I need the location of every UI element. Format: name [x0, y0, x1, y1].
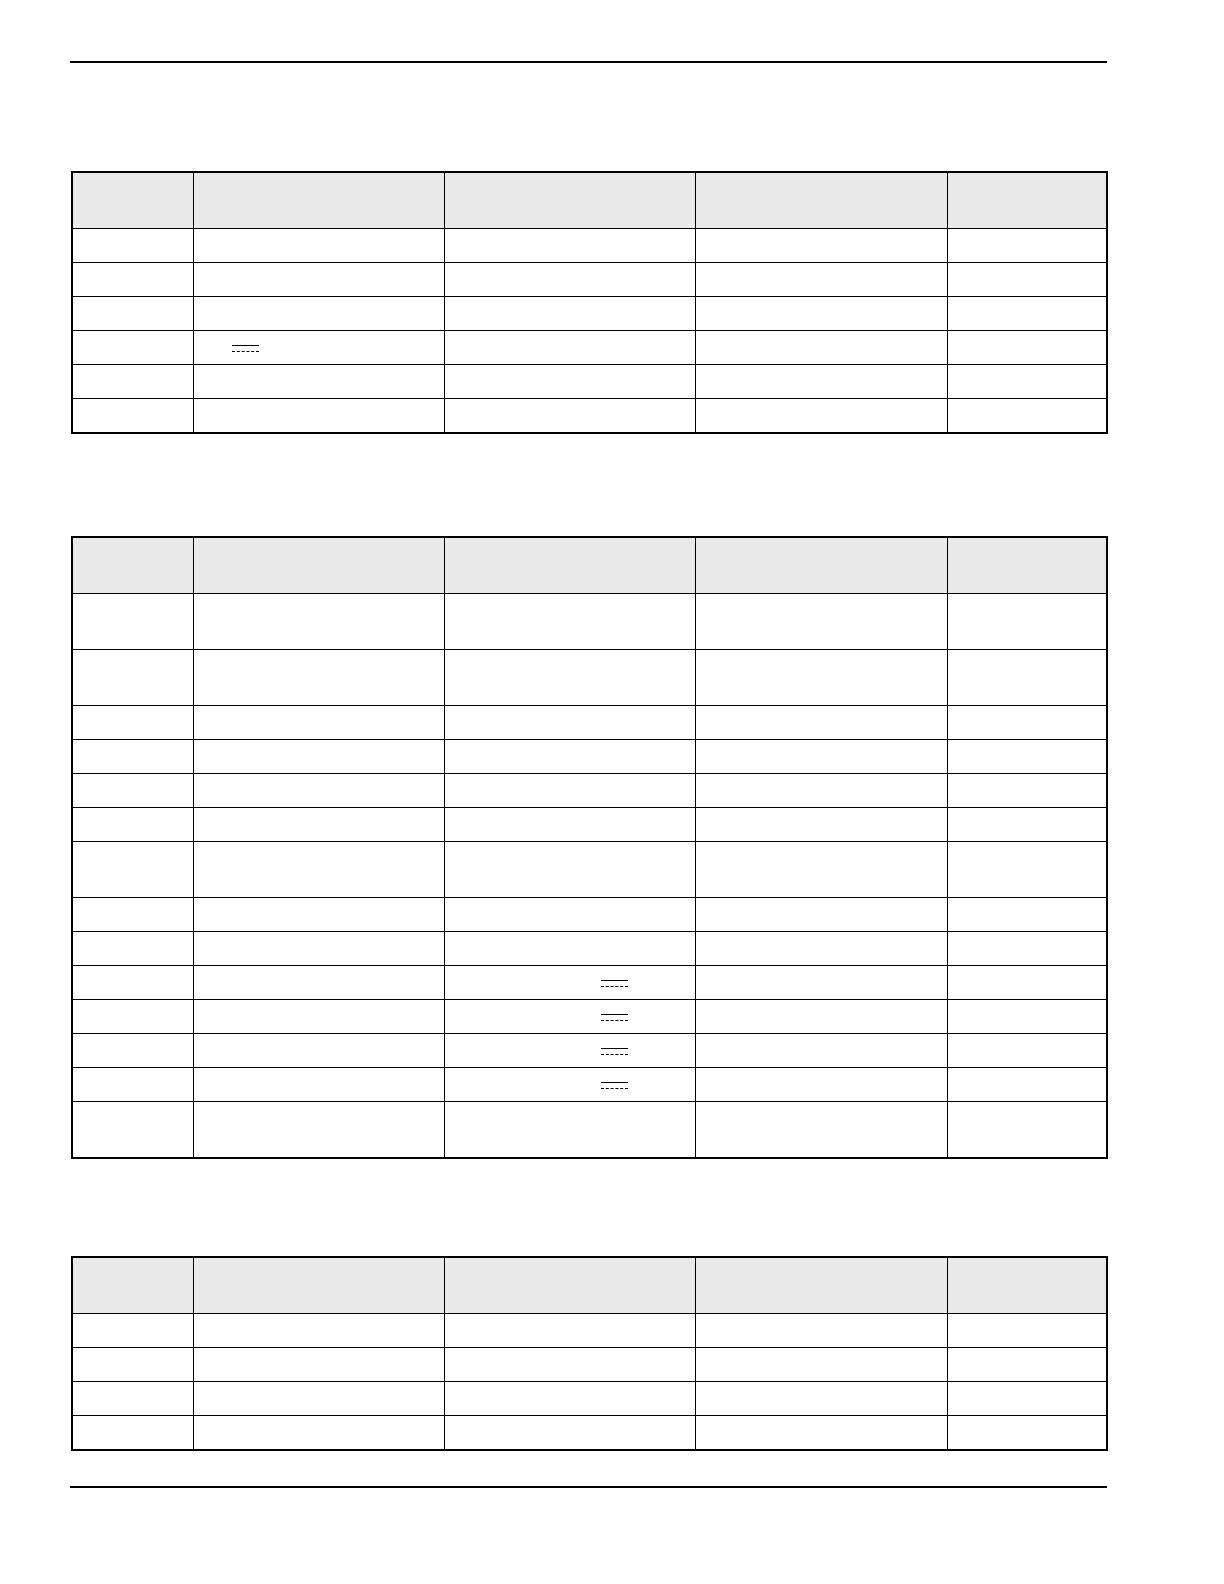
- spec-table-3: [71, 1256, 1108, 1451]
- table-cell: [695, 297, 947, 331]
- table-row: [72, 1416, 1107, 1451]
- table-cell: [444, 263, 695, 297]
- table-cell: [444, 898, 695, 932]
- table-cell: [193, 966, 444, 1000]
- table-cell: [193, 774, 444, 808]
- table-row: [72, 297, 1107, 331]
- table-cell: [72, 1416, 193, 1451]
- column-header: [695, 172, 947, 229]
- dc-symbol-icon: [232, 344, 259, 354]
- table-row: [72, 808, 1107, 842]
- table-cell: [444, 331, 695, 365]
- table-cell: [72, 808, 193, 842]
- table-cell: [72, 898, 193, 932]
- spec-table-1: [71, 171, 1108, 434]
- table-cell: [193, 1314, 444, 1348]
- table-cell: [72, 842, 193, 898]
- table-cell: [947, 399, 1107, 434]
- table-cell: [72, 706, 193, 740]
- table-cell: [193, 842, 444, 898]
- table-cell: [695, 229, 947, 263]
- table-row: [72, 1068, 1107, 1102]
- table-cell: [947, 842, 1107, 898]
- column-header: [72, 172, 193, 229]
- table-cell: [695, 1314, 947, 1348]
- table-cell: [947, 650, 1107, 706]
- table-cell: [72, 1314, 193, 1348]
- table-cell: [695, 594, 947, 650]
- table-cell: [947, 297, 1107, 331]
- table-cell: [695, 706, 947, 740]
- table-cell: [72, 263, 193, 297]
- table-cell: [695, 650, 947, 706]
- table-cell: [444, 1102, 695, 1159]
- table-cell: [72, 1034, 193, 1068]
- table-cell: [947, 932, 1107, 966]
- table-cell: [947, 706, 1107, 740]
- table-cell: [695, 1416, 947, 1451]
- table-cell: [193, 706, 444, 740]
- table-row: [72, 365, 1107, 399]
- table-row: [72, 932, 1107, 966]
- table-cell: [193, 594, 444, 650]
- table-cell: [444, 1000, 695, 1034]
- table-header-row: [72, 172, 1107, 229]
- table-cell: [72, 365, 193, 399]
- table-cell: [444, 1314, 695, 1348]
- table-cell: [695, 1000, 947, 1034]
- spec-table-2: [71, 536, 1108, 1159]
- table-row: [72, 399, 1107, 434]
- table-cell: [72, 331, 193, 365]
- table-cell: [947, 1034, 1107, 1068]
- table-row: [72, 594, 1107, 650]
- table-cell: [947, 365, 1107, 399]
- table-cell: [193, 1102, 444, 1159]
- table-cell: [444, 740, 695, 774]
- table-cell: [695, 1034, 947, 1068]
- table-cell: [444, 808, 695, 842]
- table-cell: [947, 229, 1107, 263]
- table-cell: [947, 1416, 1107, 1451]
- dc-symbol-icon: [601, 979, 628, 989]
- dc-symbol-icon: [601, 1047, 628, 1057]
- column-header: [444, 537, 695, 594]
- table-cell: [695, 331, 947, 365]
- table-cell: [444, 1034, 695, 1068]
- table-cell: [72, 932, 193, 966]
- table-row: [72, 1348, 1107, 1382]
- table-cell: [695, 966, 947, 1000]
- table-cell: [444, 650, 695, 706]
- table-cell: [72, 594, 193, 650]
- table-cell: [695, 1068, 947, 1102]
- column-header: [695, 1257, 947, 1314]
- table-cell: [947, 1068, 1107, 1102]
- footer-rule: [70, 1486, 1107, 1488]
- table-cell: [695, 932, 947, 966]
- table-cell: [72, 966, 193, 1000]
- column-header: [72, 1257, 193, 1314]
- table-cell: [193, 229, 444, 263]
- column-header: [444, 1257, 695, 1314]
- table-cell: [695, 365, 947, 399]
- table-row: [72, 1382, 1107, 1416]
- table-cell: [72, 229, 193, 263]
- table-cell: [947, 898, 1107, 932]
- table-cell: [72, 740, 193, 774]
- column-header: [72, 537, 193, 594]
- table-row: [72, 1000, 1107, 1034]
- column-header: [193, 1257, 444, 1314]
- table-row: [72, 650, 1107, 706]
- column-header: [947, 172, 1107, 229]
- table-row: [72, 1102, 1107, 1159]
- table-row: [72, 774, 1107, 808]
- table-cell: [193, 932, 444, 966]
- table-cell: [193, 1068, 444, 1102]
- table-cell: [444, 842, 695, 898]
- column-header: [444, 172, 695, 229]
- table-cell: [193, 297, 444, 331]
- table-cell: [72, 1102, 193, 1159]
- table-cell: [444, 399, 695, 434]
- table-cell: [193, 1416, 444, 1451]
- table-cell: [695, 1102, 947, 1159]
- table-cell: [947, 263, 1107, 297]
- dc-symbol-icon: [601, 1013, 628, 1023]
- table-cell: [72, 1000, 193, 1034]
- table-cell: [695, 808, 947, 842]
- table-cell: [193, 331, 444, 365]
- table-cell: [72, 650, 193, 706]
- column-header: [695, 537, 947, 594]
- table-cell: [193, 650, 444, 706]
- table-cell: [947, 774, 1107, 808]
- table-cell: [193, 1034, 444, 1068]
- table-cell: [444, 932, 695, 966]
- table-cell: [193, 740, 444, 774]
- table-cell: [695, 898, 947, 932]
- column-header: [193, 172, 444, 229]
- table-cell: [695, 1382, 947, 1416]
- table-cell: [695, 1348, 947, 1382]
- table-cell: [947, 1102, 1107, 1159]
- table-cell: [444, 966, 695, 1000]
- table-row: [72, 842, 1107, 898]
- table-cell: [947, 1348, 1107, 1382]
- table-cell: [444, 594, 695, 650]
- table-row: [72, 331, 1107, 365]
- table-cell: [947, 1000, 1107, 1034]
- table-cell: [947, 808, 1107, 842]
- table-cell: [444, 706, 695, 740]
- table-cell: [947, 594, 1107, 650]
- table-row: [72, 263, 1107, 297]
- table-row: [72, 898, 1107, 932]
- table-cell: [444, 1416, 695, 1451]
- table-row: [72, 1034, 1107, 1068]
- table-cell: [72, 399, 193, 434]
- table-cell: [947, 1382, 1107, 1416]
- table-cell: [444, 297, 695, 331]
- table-cell: [72, 1068, 193, 1102]
- table-cell: [193, 898, 444, 932]
- table-header-row: [72, 537, 1107, 594]
- table-row: [72, 706, 1107, 740]
- table-cell: [947, 740, 1107, 774]
- table-cell: [947, 966, 1107, 1000]
- table-cell: [72, 1382, 193, 1416]
- table-cell: [72, 774, 193, 808]
- table-cell: [695, 263, 947, 297]
- table-header-row: [72, 1257, 1107, 1314]
- column-header: [947, 1257, 1107, 1314]
- table-cell: [444, 1348, 695, 1382]
- table-cell: [444, 1382, 695, 1416]
- table-row: [72, 229, 1107, 263]
- table-cell: [444, 774, 695, 808]
- table-cell: [695, 774, 947, 808]
- table-cell: [72, 297, 193, 331]
- column-header: [193, 537, 444, 594]
- table-row: [72, 740, 1107, 774]
- table-row: [72, 966, 1107, 1000]
- table-cell: [444, 365, 695, 399]
- table-cell: [193, 1382, 444, 1416]
- table-cell: [695, 740, 947, 774]
- column-header: [947, 537, 1107, 594]
- table-cell: [193, 808, 444, 842]
- table-row: [72, 1314, 1107, 1348]
- table-cell: [947, 1314, 1107, 1348]
- table-cell: [444, 229, 695, 263]
- table-cell: [695, 842, 947, 898]
- table-cell: [193, 1000, 444, 1034]
- table-cell: [72, 1348, 193, 1382]
- table-cell: [695, 399, 947, 434]
- table-cell: [193, 1348, 444, 1382]
- table-cell: [444, 1068, 695, 1102]
- table-cell: [193, 263, 444, 297]
- table-cell: [193, 365, 444, 399]
- dc-symbol-icon: [601, 1081, 628, 1091]
- table-cell: [193, 399, 444, 434]
- table-cell: [947, 331, 1107, 365]
- header-rule: [70, 61, 1107, 63]
